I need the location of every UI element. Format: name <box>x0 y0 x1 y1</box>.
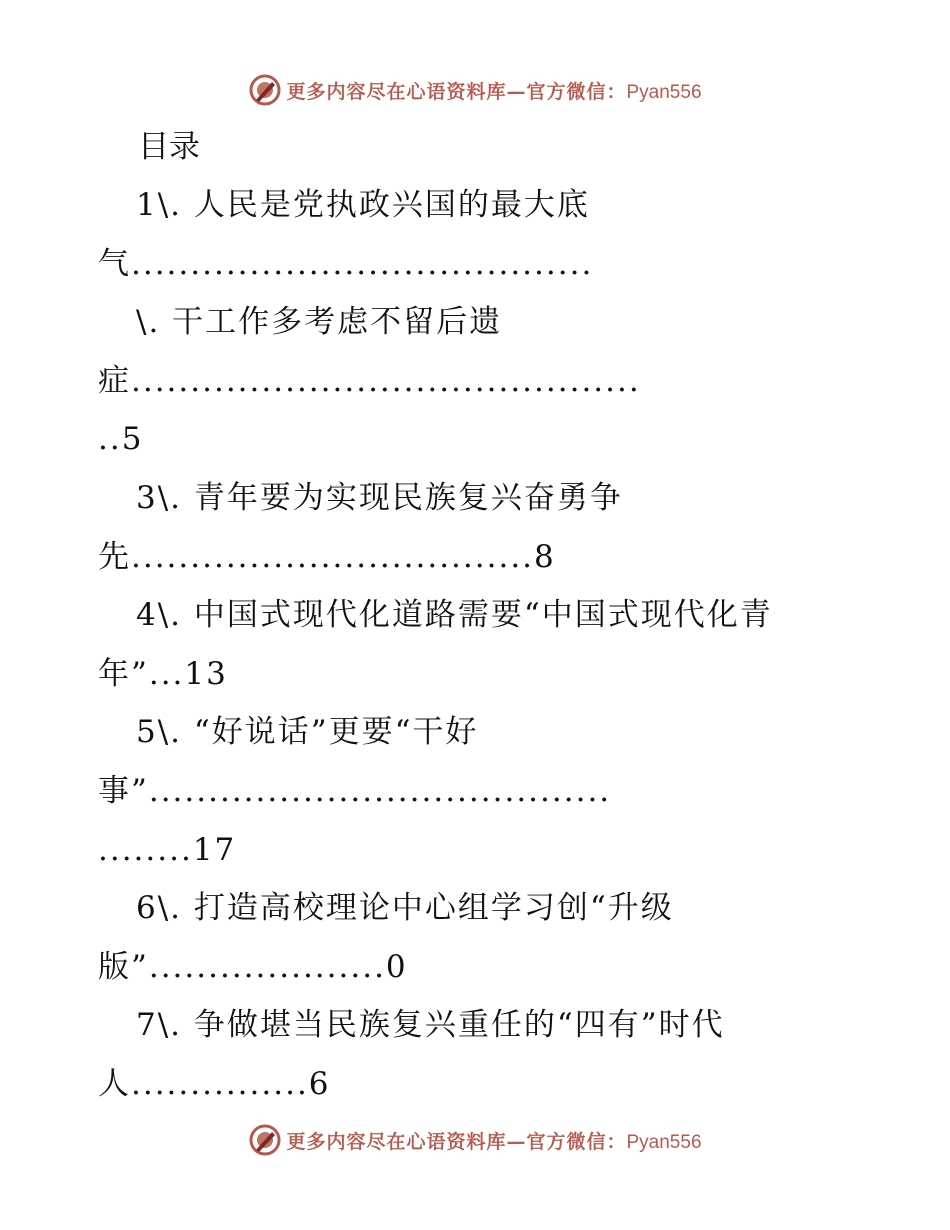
toc-entry-5-page: ........17 <box>98 831 237 868</box>
footer-banner-handle: Pyan556 <box>626 1131 702 1153</box>
toc-entry-2-page: ..5 <box>98 421 144 458</box>
toc-entry-4: 4\. 中国式现代化道路需要“中国式现代化青 <box>136 597 773 634</box>
header-banner-handle: Pyan556 <box>626 81 702 103</box>
toc-entry-2-leader: 症........................................... <box>98 362 641 399</box>
header-banner <box>0 68 950 112</box>
pen-circle-icon <box>248 73 282 107</box>
toc-entry-3-leader: 先..................................8 <box>98 538 556 575</box>
toc-entry-3: 3\. 青年要为实现民族复兴奋勇争 <box>136 479 623 516</box>
toc-entry-5-leader: 事”....................................... <box>98 772 612 809</box>
toc-content <box>98 118 858 1114</box>
toc-entry-1: 1\. 人民是党执政兴国的最大底 <box>136 187 590 223</box>
toc-entry-2: \. 干工作多考虑不留后遗 <box>136 304 503 341</box>
toc-entry-4-leader: 年”...13 <box>98 655 228 692</box>
header-banner-content <box>248 73 701 107</box>
footer-banner <box>0 1118 950 1162</box>
toc-entry-7: 7\. 争做堪当民族复兴重任的“四有”时代 <box>136 1007 725 1044</box>
toc-entry-6: 6\. 打造高校理论中心组学习创“升级 <box>136 890 674 927</box>
toc-title: 目录 <box>138 129 200 165</box>
header-banner-text: 更多内容尽在心语资料库—官方微信：Pyan556 <box>286 80 702 103</box>
toc-entry-6-leader: 版”....................0 <box>98 948 408 985</box>
pen-circle-icon <box>248 1123 282 1157</box>
toc-entry-1-leader: 气....................................... <box>98 245 594 282</box>
footer-banner-content <box>248 1123 701 1157</box>
toc-entry-7-leader: 人...............6 <box>98 1065 331 1102</box>
footer-banner-text: 更多内容尽在心语资料库—官方微信：Pyan556 <box>286 1130 702 1153</box>
toc-entry-5: 5\. “好说话”更要“干好 <box>136 714 479 751</box>
